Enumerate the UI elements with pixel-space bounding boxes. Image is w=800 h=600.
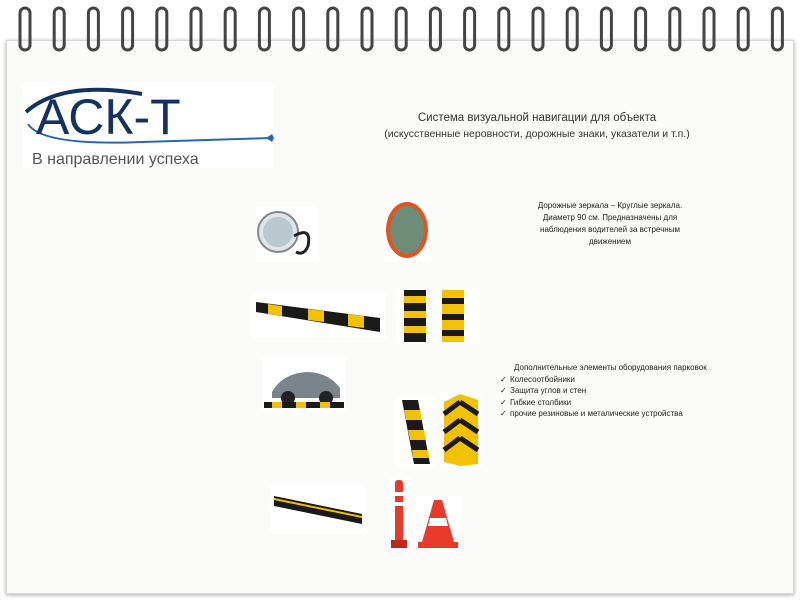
extra-heading: Дополнительные элементы оборудования парковок bbox=[514, 363, 707, 372]
convex-mirror-image bbox=[256, 206, 318, 262]
spiral-ring bbox=[294, 8, 304, 50]
mirrors-line: Дорожные зеркала – Круглые зеркала. bbox=[537, 201, 683, 210]
traffic-cone-image bbox=[414, 496, 462, 552]
spiral-ring bbox=[157, 8, 167, 50]
corner-guard-image-2 bbox=[440, 392, 482, 468]
logo-graphic bbox=[22, 82, 274, 168]
page-title: Система визуальной навигации для объекта bbox=[417, 112, 657, 124]
column-protector-image bbox=[396, 288, 480, 344]
spiral-ring bbox=[54, 8, 64, 50]
spiral-ring bbox=[88, 8, 98, 50]
road-mirror-image bbox=[384, 200, 430, 262]
spiral-ring bbox=[430, 8, 440, 50]
spiral-ring bbox=[499, 8, 509, 50]
spiral-ring bbox=[738, 8, 748, 50]
spiral-ring bbox=[533, 8, 543, 50]
spiral-ring bbox=[396, 8, 406, 50]
mirrors-description bbox=[510, 200, 710, 248]
flexible-post-image bbox=[388, 478, 410, 550]
spiral-ring bbox=[567, 8, 577, 50]
spiral-ring bbox=[670, 8, 680, 50]
mirrors-line: Диаметр 90 см. Предназначены для bbox=[542, 213, 678, 222]
spiral-ring bbox=[225, 8, 235, 50]
spiral-ring bbox=[362, 8, 372, 50]
spiral-ring bbox=[636, 8, 646, 50]
company-logo bbox=[22, 82, 274, 168]
spiral-binding bbox=[0, 0, 800, 60]
rubber-curb-image bbox=[270, 484, 366, 534]
check-icon: ✓ bbox=[500, 397, 507, 407]
logo-arrow-head bbox=[266, 134, 274, 142]
check-icon: ✓ bbox=[500, 386, 507, 395]
extra-equipment-list bbox=[500, 362, 790, 420]
mirrors-line: движением bbox=[588, 237, 632, 246]
list-item bbox=[500, 374, 790, 386]
list-item-label: Защита углов и стен bbox=[510, 386, 587, 395]
spiral-ring bbox=[123, 8, 133, 50]
logo-tagline: В направлении успеха bbox=[32, 151, 199, 168]
mirrors-line: наблюдения водителей за встречным bbox=[540, 225, 680, 234]
logo-brand-text: АСК-Т bbox=[36, 89, 181, 145]
spiral-ring bbox=[601, 8, 611, 50]
list-item bbox=[500, 408, 790, 420]
list-item-label: прочие резиновые и металические устройства bbox=[510, 409, 683, 418]
list-item-label: Гибкие столбики bbox=[510, 397, 572, 407]
spiral-ring bbox=[704, 8, 714, 50]
list-item bbox=[500, 397, 790, 409]
wheel-stop-image bbox=[250, 292, 386, 338]
spiral-ring bbox=[328, 8, 338, 50]
spiral-ring bbox=[191, 8, 201, 50]
car-wheel-stop-image bbox=[262, 356, 346, 412]
spiral-ring bbox=[259, 8, 269, 50]
check-icon: ✓ bbox=[500, 374, 507, 384]
corner-guard-image bbox=[394, 396, 436, 468]
list-item-label: Колесоотбойники bbox=[510, 374, 575, 384]
spiral-ring bbox=[465, 8, 475, 50]
spiral-ring bbox=[772, 8, 782, 50]
list-item bbox=[500, 385, 790, 397]
page-subtitle: (искусственные неровности, дорожные знаки, указатели и т.п.) bbox=[384, 128, 690, 140]
check-icon: ✓ bbox=[500, 409, 507, 418]
spiral-ring bbox=[20, 8, 30, 50]
